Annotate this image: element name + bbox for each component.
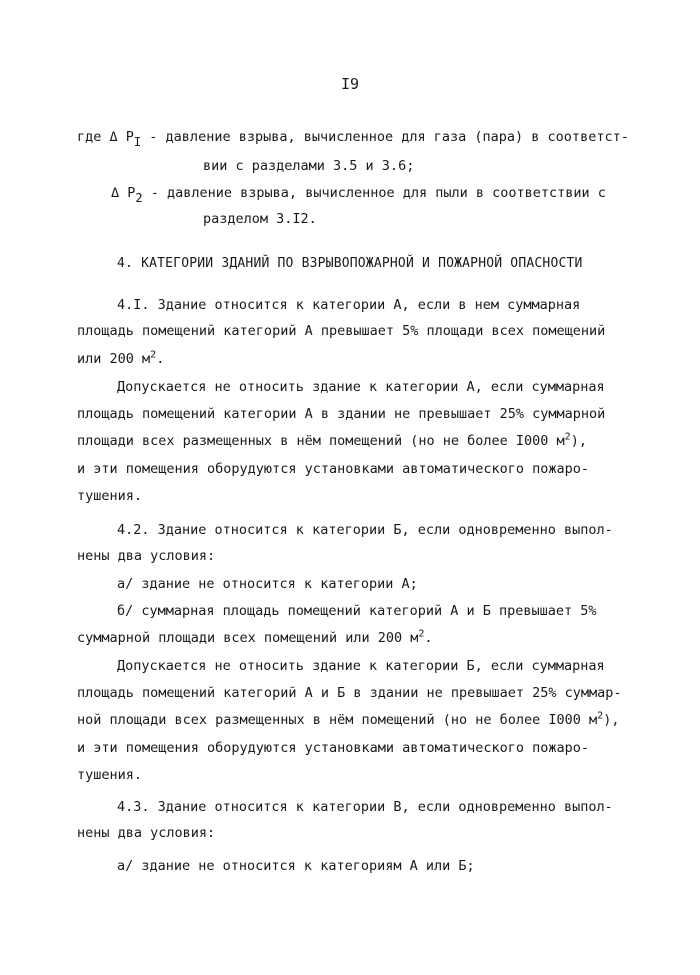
p42-item-a: а/ здание не относится к категории А; xyxy=(117,576,418,592)
delta-p1-base: Δ P xyxy=(109,129,134,145)
p41-line1: 4.I. Здание относится к категории А, если в нем суммарная xyxy=(117,297,581,313)
p41-line3-end: . xyxy=(156,351,165,367)
p42-item-b-line2-end: . xyxy=(424,630,433,646)
formula-note-dp2 xyxy=(111,183,606,203)
delta-p2-subscript: 2 xyxy=(135,191,143,205)
p41-line3 xyxy=(77,349,164,369)
dp1-definition-line2: вии с разделами 3.5 и 3.6; xyxy=(203,158,415,174)
p41b-line2: площадь помещений категории А в здании не превышает 25% суммарной xyxy=(77,406,606,422)
p43-line1: 4.3. Здание относится к категории В, если одновременно выпол- xyxy=(117,799,613,815)
p41b-superscript: 2 xyxy=(564,431,571,443)
page-number: I9 xyxy=(340,75,360,93)
p41b-line3-text: площади всех размещенных в нём помещений (но не более I000 м xyxy=(77,433,565,449)
p42-item-b-line2-text: суммарной площади всех помещений или 200 м xyxy=(77,630,419,646)
p41-line3-text: или 200 м xyxy=(77,351,151,367)
delta-p1-subscript: I xyxy=(133,135,142,149)
p42-item-b-line2 xyxy=(77,628,433,648)
p42-superscript: 2 xyxy=(418,628,425,640)
p41b-line3-end: ), xyxy=(570,433,587,449)
dp2-definition-line2: разделом 3.I2. xyxy=(203,211,317,227)
p42-line2: нены два условия: xyxy=(77,548,216,564)
dp2-definition-line1: - давление взрыва, вычисленное для пыли в соответствии с xyxy=(150,185,606,201)
p41b-line1: Допускается не относить здание к категории А, если суммарная xyxy=(117,379,605,395)
delta-p2-base: Δ P xyxy=(111,185,136,201)
p42b-line2: площадь помещений категорий А и Б в здании не превышает 25% суммар- xyxy=(77,685,622,701)
delta-p2-symbol xyxy=(111,183,143,203)
p42b-line3 xyxy=(77,710,619,730)
formula-note-dp1 xyxy=(77,127,629,147)
delta-p1-symbol xyxy=(110,127,142,147)
where-label: где xyxy=(77,129,102,145)
p42-item-b-line1: б/ суммарная площадь помещений категорий А и Б превышает 5% xyxy=(117,603,597,619)
p42b-line5: тушения. xyxy=(77,767,143,783)
p42b-line1: Допускается не относить здание к категории Б, если суммарная xyxy=(117,658,605,674)
p41b-line5: тушения. xyxy=(77,488,143,504)
p42b-line4: и эти помещения оборудуются установками автоматического пожаро- xyxy=(77,740,590,756)
p42b-line3-end: ), xyxy=(603,712,620,728)
dp1-definition-line1: - давление взрыва, вычисленное для газа (пара) в соответст- xyxy=(149,129,629,145)
p41b-line4: и эти помещения оборудуются установками автоматического пожаро- xyxy=(77,461,590,477)
section-heading: 4. КАТЕГОРИИ ЗДАНИЙ ПО ВЗРЫВОПОЖАРНОЙ И ПОЖАРНОЙ ОПАСНОСТИ xyxy=(117,256,583,271)
p42b-superscript: 2 xyxy=(597,710,604,722)
p41b-line3 xyxy=(77,431,587,451)
p41-superscript: 2 xyxy=(150,349,157,361)
p42b-line3-text: ной площади всех размещенных в нём помещений (но не более I000 м xyxy=(77,712,598,728)
p43-item-a: а/ здание не относится к категориям А или Б; xyxy=(117,858,475,874)
p42-line1: 4.2. Здание относится к категории Б, если одновременно выпол- xyxy=(117,522,613,538)
p41-line2: площадь помещений категорий А превышает 5% площади всех помещений xyxy=(77,323,606,339)
p43-line2: нены два условия: xyxy=(77,825,216,841)
